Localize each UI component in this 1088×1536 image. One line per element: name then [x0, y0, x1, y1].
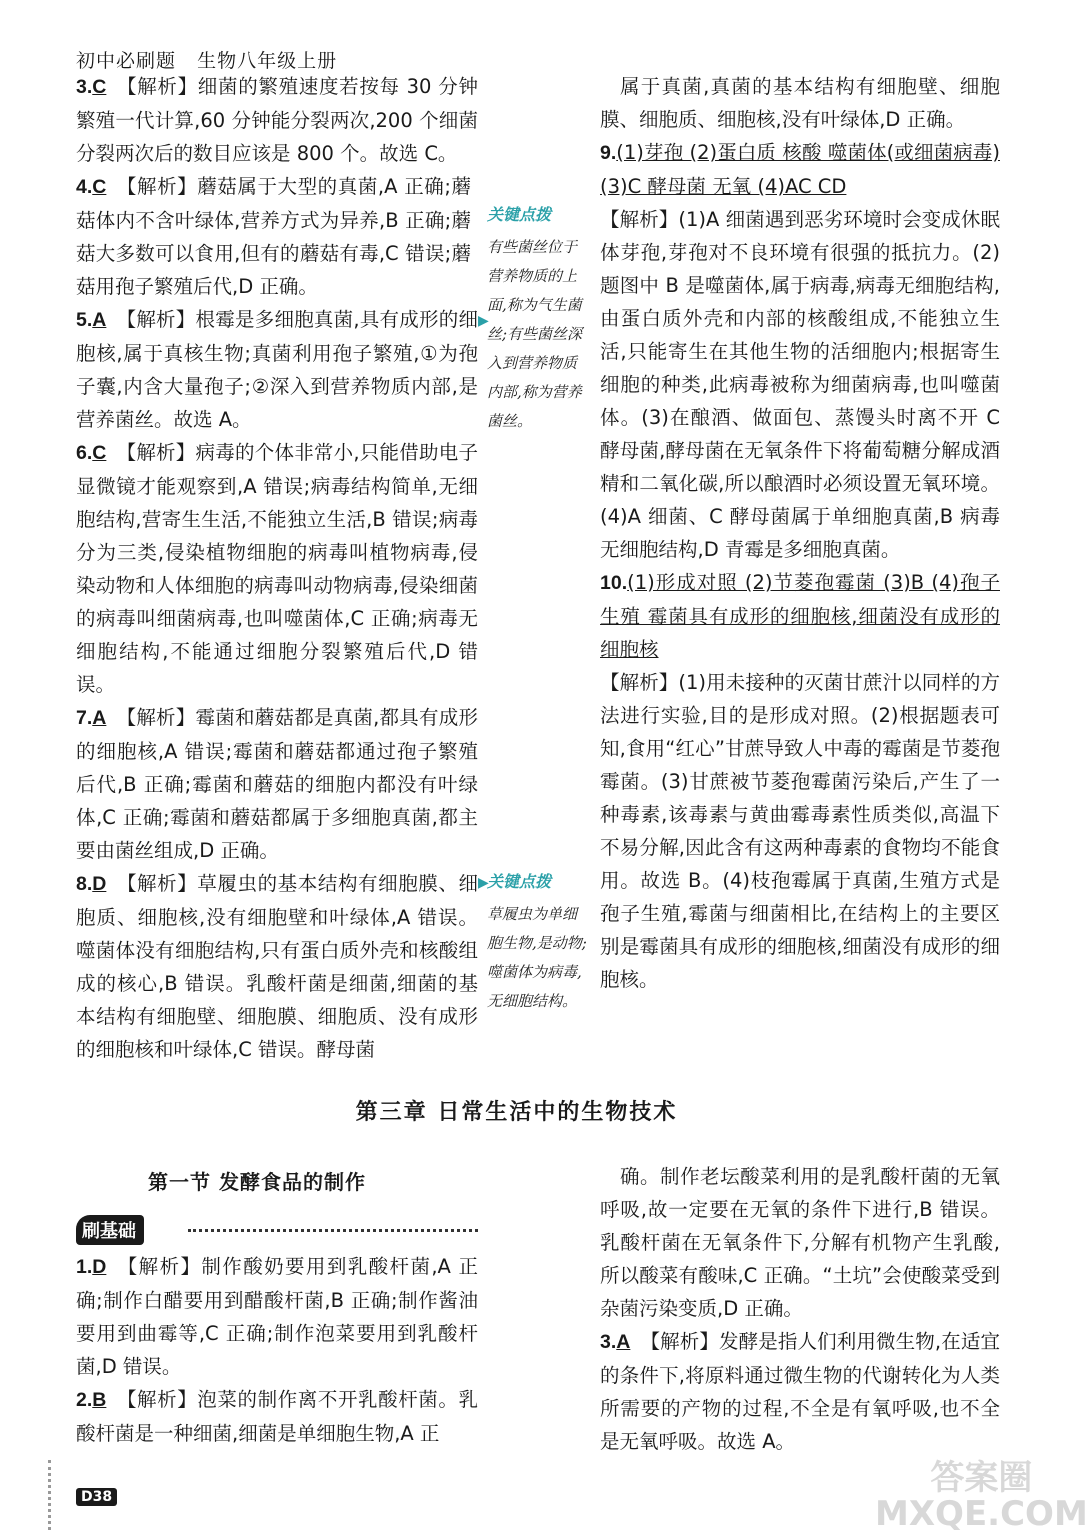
- sidenote-key-tip-2: 关键点拨 草履虫为单细胞生物,是动物;噬菌体为病毒,无细胞结构。: [487, 872, 587, 1010]
- answer-item-3: 3.C 【解析】细菌的繁殖速度若按每 30 分钟繁殖一代计算,60 分钟能分裂两次,200 个细菌分裂两次后的数目应该是 800 个。故选 C。: [76, 75, 478, 165]
- badge-label: 刷基础: [76, 1215, 144, 1245]
- section-title: 第一节 发酵食品的制作: [148, 1170, 366, 1194]
- right-column: [600, 70, 1000, 996]
- left-column: [76, 70, 478, 1066]
- arrow-icon: ▶: [478, 875, 489, 891]
- answer-item-8: 8.D 【解析】草履虫的基本结构有细胞膜、细胞质、细胞核,没有细胞壁和叶绿体,A 错误。噬菌体没有细胞结构,只有蛋白质外壳和核酸组成的核心,B 错误。乳酸杆菌是细菌,细菌的基本结构有细胞壁、细胞膜、细胞质、没有成形的细胞核和叶绿体,C 错误。酵母菌: [76, 872, 478, 1061]
- answer-item-9-explanation: 【解析】(1)A 细菌遇到恶劣环境时会变成休眠体芽孢,芽孢对不良环境有很强的抵抗力。(2)题图中 B 是噬菌体,属于病毒,病毒无细胞结构,由蛋白质外壳和内部的核酸组成,不能独立生活,只能寄生在其他生物的活细胞内;根据寄生细胞的种类,此病毒被称为细菌病毒,也叫噬菌体。(3)在酿酒、做面包、蒸馒头时离不开 C 酵母菌,酵母菌在无氧条件下将葡萄糖分解成酒精和二氧化碳,所以酿酒时必须设置无氧环境。(4)A 细菌、C 酵母菌属于单细胞真菌,B 病毒无细胞结构,D 青霉是多细胞真菌。: [600, 208, 1000, 561]
- continued-text-bottom: 确。制作老坛酸菜利用的是乳酸杆菌的无氧呼吸,故一定要在无氧的条件下进行,B 错误。乳酸杆菌在无氧条件下,分解有机物产生乳酸,所以酸菜有酸味,C 正确。“土坑”会使酸菜受到杂菌污染变质,D 正确。: [600, 1165, 1000, 1320]
- answer-item-10-explanation: 【解析】(1)用未接种的灭菌甘蔗汁以同样的方法进行实验,目的是形成对照。(2)根据题表可知,食用“红心”甘蔗导致人中毒的霉菌是节菱孢霉菌。(3)甘蔗被节菱孢霉菌污染后,产生了一种毒素,该毒素与黄曲霉毒素性质类似,高温下不易分解,因此含有这两种毒素的食物均不能食用。故选 B。(4)枝孢霉属于真菌,生殖方式是孢子生殖,霉菌与细菌相比,在结构上的主要区别是霉菌具有成形的细胞核,细菌没有成形的细胞核。: [600, 671, 1000, 991]
- book-subject: 生物八年级上册: [197, 50, 338, 72]
- continued-text: 属于真菌,真菌的基本结构有细胞壁、细胞膜、细胞质、细胞核,没有叶绿体,D 正确。: [600, 75, 1000, 131]
- basic-practice-badge: [76, 1215, 476, 1245]
- answer-item-6: 6.C 【解析】病毒的个体非常小,只能借助电子显微镜才能观察到,A 错误;病毒结构简单,无细胞结构,营寄生生活,不能独立生活,B 错误;病毒分为三类,侵染植物细胞的病毒叫植物病毒,侵染动物和人体细胞的病毒叫动物病毒,侵染细菌的病毒叫细菌病毒,也叫噬菌体,C 正确;病毒无细胞结构,不能通过细胞分裂繁殖后代,D 错误。: [76, 441, 478, 696]
- answer-item-b3: 3.A 【解析】发酵是指人们利用微生物,在适宜的条件下,将原料通过微生物的代谢转化为人类所需要的产物的过程,不全是有氧呼吸,也不全是无氧呼吸。故选 A。: [600, 1330, 1000, 1453]
- answer-item-b2: 2.B 【解析】泡菜的制作离不开乳酸杆菌。乳酸杆菌是一种细菌,细菌是单细胞生物,A 正: [76, 1388, 478, 1445]
- dotted-divider: [188, 1229, 478, 1232]
- sidenote-key-tip-1: 关键点拨 有些菌丝位于营养物质的上面,称为气生菌丝;有些菌丝深入到营养物质内部,称为营养菌丝。: [487, 205, 583, 430]
- arrow-icon: ▶: [478, 313, 489, 329]
- answer-item-4: 4.C 【解析】蘑菇属于大型的真菌,A 正确;蘑菇体内不含叶绿体,营养方式为异养,B 正确;蘑菇大多数可以食用,但有的蘑菇有毒,C 错误;蘑菇用孢子繁殖后代,D 正确。: [76, 175, 471, 298]
- watermark: 答案圈 MXQE.COM: [875, 1458, 1088, 1534]
- chapter-title: 第三章 日常生活中的生物技术: [355, 1100, 678, 1125]
- answer-item-10: 10.(1)形成对照 (2)节菱孢霉菌 (3)B (4)孢子生殖 霉菌具有成形的细胞核,细菌没有成形的细胞核: [600, 571, 1000, 661]
- right-column-bottom: [600, 1160, 1000, 1458]
- book-series: 初中必刷题: [76, 50, 177, 72]
- answer-item-9: 9.(1)芽孢 (2)蛋白质 核酸 噬菌体(或细菌病毒) (3)C 酵母菌 无氧 (4)AC CD: [600, 141, 1000, 198]
- answer-item-b1: 1.D 【解析】制作酸奶要用到乳酸杆菌,A 正确;制作白醋要用到醋酸杆菌,B 正确;制作酱油要用到曲霉等,C 正确;制作泡菜要用到乳酸杆菌,D 错误。: [76, 1255, 478, 1378]
- left-column-bottom: [76, 1250, 478, 1450]
- page-margin-dots: [48, 1460, 51, 1530]
- running-header: [76, 46, 351, 73]
- page-number: D38: [76, 1488, 117, 1506]
- answer-item-7: 7.A 【解析】霉菌和蘑菇都是真菌,都具有成形的细胞核,A 错误;霉菌和蘑菇都通过孢子繁殖后代,B 正确;霉菌和蘑菇的细胞内都没有叶绿体,C 正确;霉菌和蘑菇都属于多细胞真菌,都主要由菌丝组成,D 正确。: [76, 706, 478, 862]
- answer-item-5: 5.A 【解析】根霉是多细胞真菌,具有成形的细胞核,属于真核生物;真菌利用孢子繁殖,①为孢子囊,内含大量孢子;②深入到营养物质内部,是营养菌丝。故选 A。: [76, 308, 478, 431]
